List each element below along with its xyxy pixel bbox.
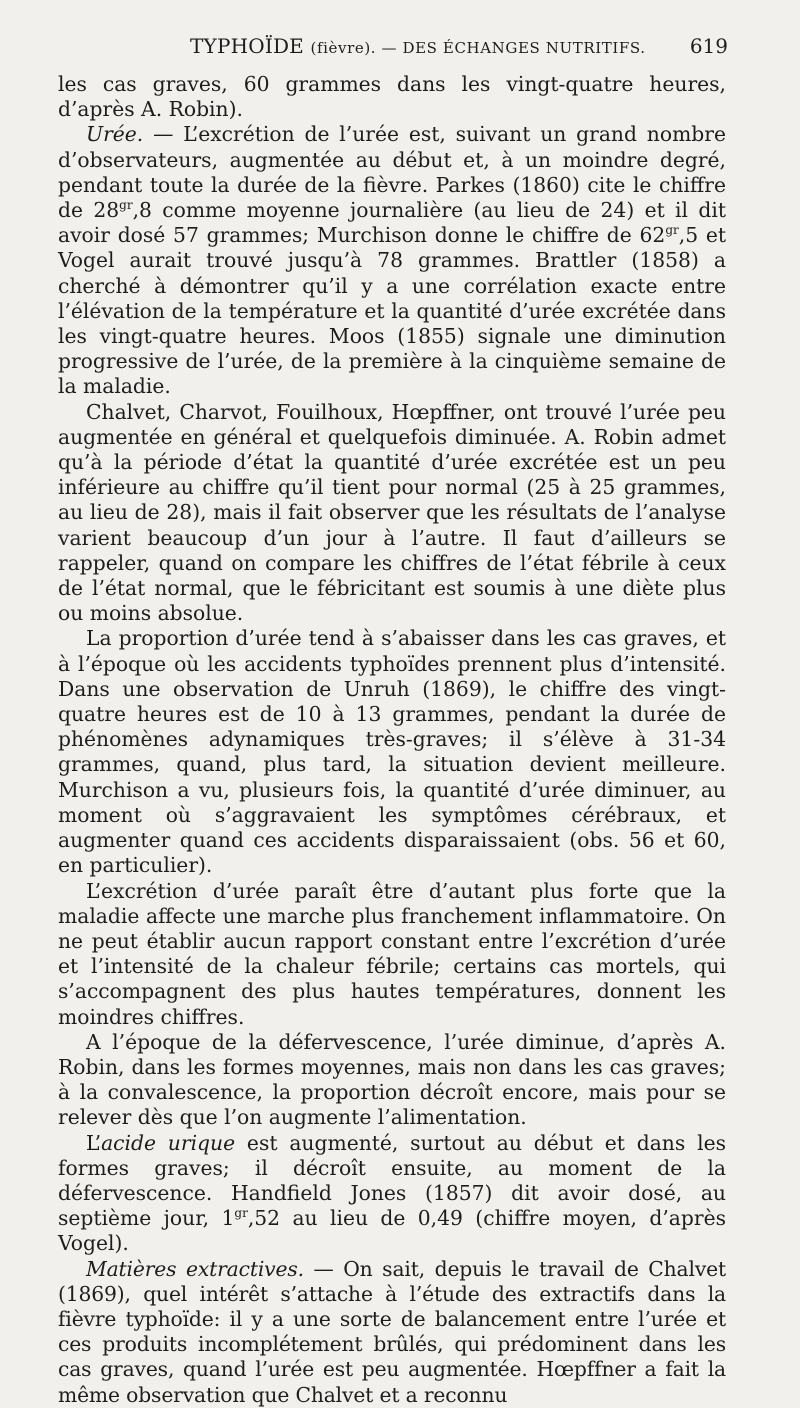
title-main: TYPHOÏDE [190, 34, 304, 58]
text-run: — L’excrétion de l’urée est, suivant un grand nombre d’observateurs, augmentée au début et, à un moindre degré, pendant toute la durée de la fièvre. Parkes (1860) cite le chiffre de 28 [58, 122, 726, 223]
body-text [58, 72, 726, 1408]
text-run: ,8 comme moyenne journalière (au lieu de 24) et il dit avoir dosé 57 grammes; Murchison donne le chiffre de 62 [58, 198, 726, 248]
section-label-acide-urique: acide urique [101, 1130, 236, 1155]
section-label-uree: Urée. [86, 122, 144, 147]
text-run: ,52 au lieu de 0,49 (chiffre moyen, d’après Vogel). [58, 1206, 726, 1256]
unit-superscript: gr [119, 198, 133, 213]
text-run: L’ [86, 1130, 102, 1155]
title-rest: — DES ÉCHANGES NUTRITIFS. [376, 39, 646, 57]
text-run: ,5 et Vogel aurait trouvé jusqu’à 78 grammes. Brattler (1858) a cherché à démontrer qu’il y a une corrélation exacte entre l’élévation de la température et la quantité d’urée excrétée dans les vingt-quatre heures. Moos (1855) signale une diminution progressive de l’urée, de la première à la cinquième semaine de la maladie. [58, 223, 727, 399]
page-number: 619 [689, 34, 728, 58]
unit-superscript: gr [665, 223, 679, 238]
running-title [190, 34, 646, 58]
paragraph-matieres-extractives [58, 1257, 726, 1408]
paragraph-defervescence: A l’époque de la défervescence, l’urée diminue, d’après A. Robin, dans les formes moyennes, mais non dans les cas graves; à la convalescence, la proportion décroît encore, mais pour se relever dès que l’on augmente l’alimentation. [58, 1029, 726, 1130]
title-paren: (fièvre). [310, 39, 377, 57]
paragraph-proportion: La proportion d’urée tend à s’abaisser dans les cas graves, et à l’époque où les accidents typhoïdes prennent plus d’intensité. Dans une observation de Unruh (1869), le chiffre des vingt-quatre heures est de 10 à 13 grammes, pendant la durée de phénomènes adynamiques très-graves; il s’élève à 31-34 grammes, quand, plus tard, la situation devient meilleure. Murchison a vu, plusieurs fois, la quantité d’urée diminuer, au moment où s’aggravaient les symptômes cérébraux, et augmenter quand ces accidents disparaissaient (obs. 56 et 60, en particulier). [58, 626, 726, 878]
text-run: — On sait, depuis le travail de Chalvet (1869), quel intérêt s’attache à l’étude des extractifs dans la fièvre typhoïde: il y a une sorte de balancement entre l’urée et ces produits incomplétement brûlés, qui prédominent dans les cas graves, quand l’urée est peu augmentée. Hœpffner a fait la même observation que Chalvet et a reconnu [58, 1256, 726, 1407]
text-run: est augmenté, surtout au début et dans les formes graves; il décroît ensuite, au moment de la défervescence. Handfield Jones (1857) dit avoir dosé, au septième jour, 1 [58, 1130, 726, 1231]
paragraph-chalvet: Chalvet, Charvot, Fouilhoux, Hœpffner, ont trouvé l’urée peu augmentée en général et quelquefois diminuée. A. Robin admet qu’à la période d’état la quantité d’urée excrétée est un peu inférieure au chiffre qu’il tient pour normal (25 à 25 grammes, au lieu de 28), mais il fait observer que les résultats de l’analyse varient beaucoup d’un jour à l’autre. Il faut d’ailleurs se rappeler, quand on compare les chiffres de l’état fébrile à ceux de l’état normal, que le fébricitant est soumis à une diète plus ou moins absolue. [58, 399, 726, 626]
paragraph-uree [58, 122, 726, 399]
paragraph-acide-urique [58, 1131, 726, 1257]
unit-superscript: gr [234, 1206, 248, 1221]
running-header [60, 34, 728, 64]
paragraph-excretion: L’excrétion d’urée paraît être d’autant plus forte que la maladie affecte une marche plus franchement inflammatoire. On ne peut établir aucun rapport constant entre l’excrétion d’urée et l’intensité de la chaleur fébrile; certains cas mortels, qui s’accompagnent des plus hautes températures, donnent les moindres chiffres. [58, 878, 726, 1029]
section-label-matieres-extractives: Matières extractives. [86, 1256, 304, 1281]
paragraph-continuation: les cas graves, 60 grammes dans les vingt-quatre heures, d’après A. Robin). [58, 72, 726, 122]
